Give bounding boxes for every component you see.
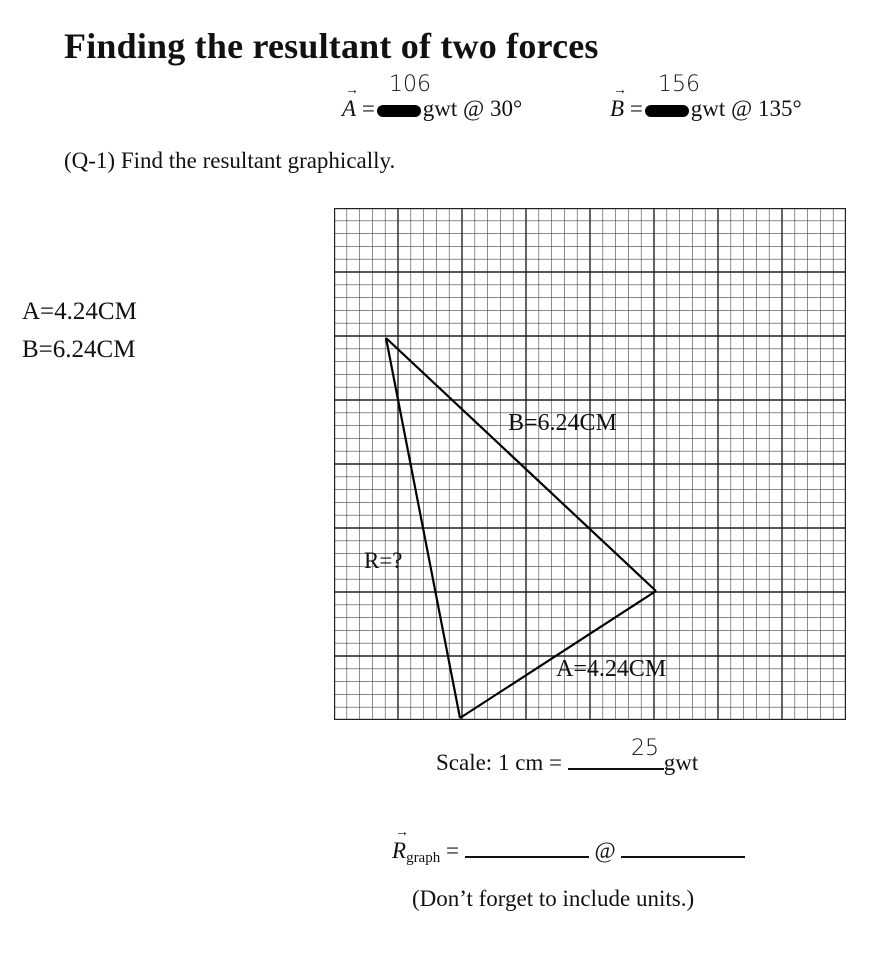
diagram-label-r: R=?: [364, 548, 403, 573]
vector-a-line: [460, 591, 656, 718]
graph-grid: [334, 208, 846, 720]
vector-a-symbol: → A: [342, 83, 359, 121]
vector-arrow-icon: →: [613, 83, 627, 98]
vector-a-equals: =: [361, 96, 375, 121]
resultant-magnitude-blank[interactable]: [465, 838, 589, 858]
units-reminder: (Don’t forget to include units.): [412, 886, 695, 911]
vector-arrow-icon: →: [345, 83, 359, 98]
diagram-label-a: A=4.24CM: [556, 656, 667, 682]
vector-a-units-angle: gwt @ 30°: [422, 96, 523, 121]
graph-paper: [334, 208, 846, 720]
resultant-symbol: → R: [392, 825, 409, 863]
vector-b-equals: =: [629, 96, 643, 121]
resultant-angle-blank[interactable]: [621, 838, 745, 858]
resultant-at: @: [594, 838, 616, 863]
vector-b-handwritten-value: 156: [658, 72, 700, 97]
resultant-subscript: graph: [406, 850, 441, 866]
diagram-label-b: B=6.24CM: [508, 410, 617, 436]
side-label-b: B=6.24CM: [22, 336, 136, 363]
resultant-answer-line: [392, 825, 745, 867]
scale-unit: gwt: [663, 750, 699, 775]
redaction-mark: [645, 105, 689, 117]
vector-b-units-angle: gwt @ 135°: [690, 96, 802, 121]
scale-handwritten-value: 25: [631, 736, 659, 761]
redaction-mark: [377, 105, 421, 117]
vector-b-symbol: → B: [610, 83, 627, 121]
vector-arrow-icon: →: [395, 825, 409, 840]
side-label-a: A=4.24CM: [22, 298, 137, 325]
resultant-equals: =: [445, 838, 459, 863]
question-text: (Q-1) Find the resultant graphically.: [64, 148, 396, 173]
vector-a-handwritten-value: 106: [389, 72, 431, 97]
scale-prefix: Scale: 1 cm =: [436, 750, 563, 775]
page-title: Finding the resultant of two forces: [64, 26, 599, 66]
